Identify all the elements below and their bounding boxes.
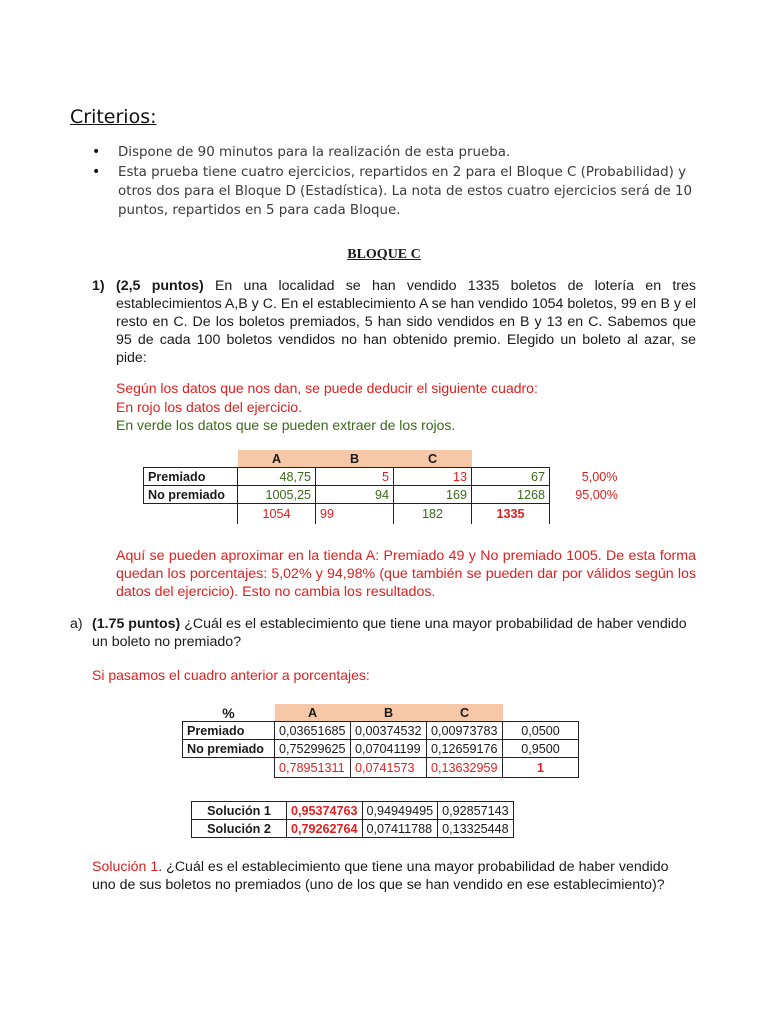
note-line-1: Según los datos que nos dan, se puede deducir el siguiente cuadro: — [116, 380, 538, 396]
solution-1 — [92, 858, 696, 894]
table-row — [192, 820, 514, 838]
table-cell: 1 — [503, 758, 579, 778]
table-cell: 0,95374763 — [287, 802, 363, 820]
table-cell: 5 — [316, 468, 394, 486]
table-row — [144, 468, 623, 486]
row-label: Premiado — [183, 722, 275, 740]
table-cell: 1268 — [472, 486, 550, 504]
table-cell: 0,00374532 — [351, 722, 427, 740]
table-row-totals — [183, 758, 579, 778]
question-text: ¿Cuál es el establecimiento que tiene una mayor probabilidad de haber vendido un boleto no premiado? — [92, 616, 687, 650]
table-cell: 5,00% — [581, 469, 618, 484]
table-cell: 1005,25 — [238, 486, 316, 504]
note-line-3: En verde los datos que se pueden extraer de los rojos. — [116, 417, 456, 433]
row-label: Solución 2 — [192, 820, 287, 838]
table-cell: 0,07041199 — [351, 740, 427, 758]
table-corner: % — [183, 704, 275, 722]
row-label: Solución 1 — [192, 802, 287, 820]
table-row — [183, 740, 579, 758]
bullet-icon: • — [92, 164, 101, 180]
row-label: Premiado — [144, 468, 238, 486]
solution-text: . ¿Cuál es el establecimiento que tiene una mayor probabilidad de haber vendido uno de sus boletos no premiados (uno de los que se han vendido en ese establecimiento)? — [92, 859, 669, 893]
table-cell: 1335 — [472, 504, 550, 525]
exercise-number: 1) — [92, 278, 105, 294]
bullet-icon: • — [92, 144, 101, 160]
table-row-totals — [144, 504, 623, 525]
table-cell: 0,9500 — [503, 740, 579, 758]
table-cell: 169 — [394, 486, 472, 504]
row-label: No premiado — [183, 740, 275, 758]
column-header: B — [316, 450, 394, 468]
column-header: A — [275, 704, 351, 722]
table-cell: 67 — [472, 468, 550, 486]
table-cell: 0,00973783 — [427, 722, 503, 740]
table-cell: 13 — [394, 468, 472, 486]
question-a — [70, 615, 696, 651]
table-cell: 0,12659176 — [427, 740, 503, 758]
table-cell: 48,75 — [238, 468, 316, 486]
page-title: Criterios: — [70, 106, 157, 128]
table-cell: 0,94949495 — [362, 802, 438, 820]
table-cell: 94 — [316, 486, 394, 504]
section-title: BLOQUE C — [347, 247, 421, 262]
percent-table — [182, 704, 579, 778]
column-header: C — [427, 704, 503, 722]
solutions-table — [191, 801, 514, 838]
table-cell: 0,0500 — [503, 722, 579, 740]
exercise-1 — [92, 277, 696, 367]
exercise-points: (2,5 puntos) — [116, 278, 204, 294]
row-label: No premiado — [144, 486, 238, 504]
question-letter: a) — [70, 616, 83, 632]
bullet-text: Esta prueba tiene cuatro ejercicios, repartidos en 2 para el Bloque C (Probabilidad) y otros dos para el Bloque D (Estadística). La nota de estos cuatro ejercicios será de 10 puntos, repartidos en 5 para cada Bloque. — [118, 165, 693, 218]
table-row — [183, 722, 579, 740]
solution-label: Solución 1 — [92, 859, 159, 875]
table-cell: 0,03651685 — [275, 722, 351, 740]
table-row — [144, 486, 623, 504]
column-header: B — [351, 704, 427, 722]
column-header: A — [238, 450, 316, 468]
approximation-note: Aquí se pueden aproximar en la tienda A: Premiado 49 y No premiado 1005. De esta forma quedan los porcentajes: 5,02% y 94,98% (que también se pueden dar por válidos según los datos del ejercicio). Esto no cambia los resultados. — [116, 548, 696, 600]
table-row — [192, 802, 514, 820]
exercise-text: En una localidad se han vendido 1335 boletos de lotería en tres establecimientos A,B y C. En el establecimiento A se han vendido 1054 boletos, 99 en B y el resto en C. De los boletos premiados, 5 han sido vendidos en B y 13 en C. Sabemos que 95 de cada 100 boletos vendidos no han obtenido premio. Elegido un boleto al azar, se pide: — [116, 278, 696, 366]
question-points: (1.75 puntos) — [92, 616, 181, 632]
table-cell: 0,75299625 — [275, 740, 351, 758]
column-header: C — [394, 450, 472, 468]
table-cell: 1054 — [238, 504, 316, 525]
table-cell: 0,07411788 — [362, 820, 438, 838]
table-cell: 182 — [394, 504, 472, 525]
percent-intro: Si pasamos el cuadro anterior a porcentajes: — [92, 667, 370, 683]
table-cell: 0,13325448 — [438, 820, 514, 838]
note-line-2: En rojo los datos del ejercicio. — [116, 399, 302, 415]
bullet-text: Dispone de 90 minutos para la realización de esta prueba. — [118, 145, 511, 160]
table-cell: 0,13632959 — [427, 758, 503, 778]
table-cell: 0,78951311 — [275, 758, 351, 778]
data-table-1 — [143, 450, 623, 524]
table-cell: 0,79262764 — [287, 820, 363, 838]
table-cell: 95,00% — [575, 487, 618, 502]
table-cell: 0,0741573 — [351, 758, 427, 778]
table-cell: 99 — [316, 504, 394, 525]
table-cell: 0,92857143 — [438, 802, 514, 820]
